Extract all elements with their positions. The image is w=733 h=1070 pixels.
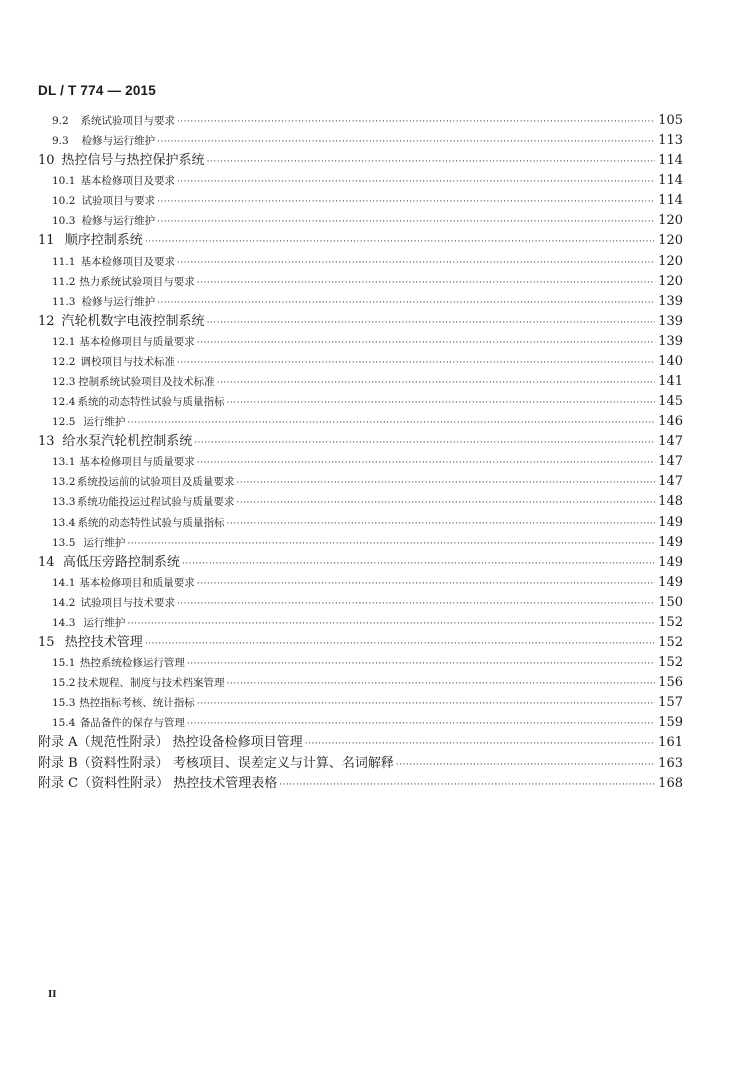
toc-entry-title: 基本检修项目和质量要求 [79, 576, 195, 589]
toc-section-entry[interactable] [38, 412, 683, 432]
toc-leader-dots [207, 313, 655, 333]
toc-entry-number: 12.2 [52, 355, 76, 368]
toc-page-number: 149 [658, 574, 683, 590]
toc-entry-title: 检修与运行维护 [81, 295, 156, 308]
toc-entry-title: 附录 A（规范性附录） 热控设备检修项目管理 [38, 735, 303, 751]
toc-page-number: 120 [658, 253, 683, 269]
toc-page-number: 152 [658, 655, 683, 671]
toc-section-entry[interactable] [38, 392, 683, 412]
toc-entry-title: 检修与运行维护 [81, 135, 156, 148]
table-of-contents [38, 111, 683, 794]
toc-section-entry[interactable] [38, 332, 683, 352]
toc-entry-number: 15.4 [52, 717, 76, 730]
toc-page-number: 114 [658, 173, 683, 189]
toc-page-number: 148 [658, 494, 683, 510]
toc-appendix-entry[interactable] [38, 733, 683, 753]
toc-entry-title: 高低压旁路控制系统 [62, 554, 180, 570]
toc-entry-title: 系统投运前的试验项目及质量要求 [76, 476, 235, 489]
toc-section-entry[interactable] [38, 352, 683, 372]
toc-chapter-entry[interactable] [38, 432, 683, 452]
toc-chapter-entry[interactable] [38, 553, 683, 573]
toc-page-number: 139 [658, 293, 683, 309]
toc-section-entry[interactable] [38, 533, 683, 553]
toc-section-entry[interactable] [38, 492, 683, 512]
toc-leader-dots [197, 273, 655, 293]
toc-page-number: 168 [658, 775, 683, 791]
toc-entry-number: 14.1 [52, 576, 76, 589]
toc-entry-title: 热控指标考核、统计指标 [79, 697, 195, 710]
toc-entry-title: 运行维护 [83, 416, 126, 429]
toc-leader-dots [177, 112, 655, 132]
toc-entry-title: 控制系统试验项目及技术标准 [78, 376, 215, 389]
toc-leader-dots [227, 393, 656, 413]
toc-chapter-entry[interactable] [38, 633, 683, 653]
toc-page-number: 147 [658, 474, 683, 490]
toc-page-number: 120 [658, 233, 683, 249]
toc-entry-number: 14 [38, 554, 55, 570]
toc-page-number: 149 [658, 514, 683, 530]
toc-leader-dots [227, 514, 656, 534]
toc-leader-dots [127, 534, 655, 554]
toc-leader-dots [396, 755, 655, 775]
toc-leader-dots [177, 353, 655, 373]
toc-entry-title: 系统的动态特性试验与质量指标 [77, 516, 225, 529]
toc-entry-number: 13.1 [52, 456, 76, 469]
toc-entry-title: 给水泵汽轮机控制系统 [62, 434, 193, 450]
toc-leader-dots [197, 453, 655, 473]
standard-code-header: DL / T 774 — 2015 [38, 83, 156, 98]
toc-section-entry[interactable] [38, 372, 683, 392]
toc-chapter-entry[interactable] [38, 231, 683, 251]
toc-section-entry[interactable] [38, 713, 683, 733]
toc-entry-title: 基本检修项目及要求 [80, 175, 175, 188]
toc-entry-number: 13.3 [52, 496, 76, 509]
toc-entry-title: 基本检修项目与质量要求 [79, 456, 195, 469]
toc-appendix-entry[interactable] [38, 754, 683, 774]
toc-section-entry[interactable] [38, 693, 683, 713]
toc-page-number: 146 [658, 414, 683, 430]
toc-entry-title: 运行维护 [83, 536, 126, 549]
toc-leader-dots [145, 232, 655, 252]
toc-leader-dots [157, 132, 655, 152]
toc-leader-dots [127, 413, 655, 433]
toc-page-number: 114 [658, 193, 683, 209]
toc-entry-title: 系统功能投运过程试验与质量要求 [76, 496, 235, 509]
toc-entry-title: 基本检修项目与质量要求 [79, 335, 195, 348]
toc-entry-number: 13.4 [52, 516, 76, 529]
toc-appendix-entry[interactable] [38, 774, 683, 794]
toc-entry-title: 系统的动态特性试验与质量指标 [77, 396, 225, 409]
toc-entry-title: 系统试验项目与要求 [80, 115, 175, 127]
toc-leader-dots [279, 775, 655, 795]
toc-entry-number: 10 [38, 153, 55, 169]
toc-page-number: 113 [658, 133, 683, 149]
toc-entry-title: 试验项目与要求 [81, 195, 156, 208]
toc-page-number: 147 [658, 454, 683, 470]
toc-page-number: 139 [658, 333, 683, 349]
toc-entry-title: 热控系统检修运行管理 [79, 657, 185, 670]
toc-entry-number: 13.5 [52, 536, 76, 549]
toc-entry-title: 基本检修项目及要求 [80, 255, 175, 268]
toc-page-number: 152 [658, 635, 683, 651]
toc-leader-dots [187, 654, 655, 674]
toc-page-number: 156 [658, 675, 683, 691]
toc-entry-number: 10.1 [52, 175, 76, 188]
toc-entry-number: 10.2 [52, 195, 76, 208]
toc-entry-number: 15.2 [52, 677, 76, 690]
toc-section-entry[interactable] [38, 513, 683, 533]
toc-page-number: 149 [658, 534, 683, 550]
toc-page-number: 139 [658, 313, 683, 329]
toc-page-number: 152 [658, 614, 683, 630]
toc-entry-number: 11.3 [52, 295, 76, 308]
toc-entry-number: 13 [38, 434, 55, 450]
toc-entry-number: 11.2 [52, 275, 76, 288]
toc-leader-dots [197, 333, 655, 353]
toc-entry-number: 12.4 [52, 396, 76, 409]
toc-entry-number: 15 [38, 635, 55, 651]
toc-page-number: 157 [658, 695, 683, 711]
toc-leader-dots [236, 493, 655, 513]
toc-entry-title: 顺序控制系统 [64, 233, 143, 249]
toc-section-entry[interactable] [38, 573, 683, 593]
toc-entry-title: 热力系统试验项目与要求 [79, 275, 195, 288]
toc-leader-dots [207, 152, 655, 172]
toc-section-entry[interactable] [38, 613, 683, 633]
toc-chapter-entry[interactable] [38, 312, 683, 332]
toc-section-entry[interactable] [38, 272, 683, 292]
toc-page-number: 159 [658, 715, 683, 731]
toc-leader-dots [197, 574, 655, 594]
toc-entry-title: 运行维护 [83, 616, 126, 629]
toc-page-number: 105 [658, 113, 683, 128]
toc-entry-title: 汽轮机数字电液控制系统 [61, 313, 205, 329]
toc-entry-number: 15.1 [52, 657, 76, 670]
toc-entry-title: 热控信号与热控保护系统 [61, 153, 205, 169]
toc-page-number: 149 [658, 554, 683, 570]
toc-section-entry[interactable] [38, 191, 683, 211]
toc-entry-number: 14.2 [52, 596, 76, 609]
toc-section-entry[interactable] [38, 673, 683, 693]
toc-leader-dots [127, 614, 655, 634]
toc-section-entry[interactable] [38, 211, 683, 231]
toc-entry-number: 11 [38, 233, 55, 249]
toc-entry-number: 13.2 [52, 476, 76, 489]
toc-leader-dots [227, 674, 656, 694]
toc-section-entry[interactable] [38, 252, 683, 272]
toc-leader-dots [157, 192, 655, 212]
toc-entry-number: 12 [38, 313, 55, 329]
toc-leader-dots [182, 554, 655, 574]
toc-page-number: 147 [658, 434, 683, 450]
toc-entry-title: 热控技术管理 [64, 635, 143, 651]
toc-entry-number: 12.3 [52, 376, 76, 389]
page-number: II [48, 988, 57, 1000]
toc-leader-dots [157, 212, 655, 232]
toc-page-number: 150 [658, 594, 683, 610]
toc-leader-dots [197, 694, 655, 714]
toc-page-number: 114 [658, 153, 683, 169]
toc-page-number: 140 [658, 353, 683, 369]
toc-entry-number: 11.1 [52, 255, 76, 268]
toc-section-entry[interactable] [38, 653, 683, 673]
toc-page-number: 120 [658, 213, 683, 229]
toc-entry-number: 12.5 [52, 416, 76, 429]
toc-entry-number: 14.3 [52, 616, 76, 629]
toc-section-entry[interactable] [38, 472, 683, 492]
toc-section-entry[interactable] [38, 171, 683, 191]
toc-leader-dots [187, 714, 655, 734]
toc-page-number: 145 [658, 394, 683, 410]
toc-leader-dots [177, 253, 655, 273]
toc-entry-number: 15.3 [52, 697, 76, 710]
toc-page-number: 161 [658, 735, 683, 751]
toc-entry-title: 附录 B（资料性附录） 考核项目、误差定义与计算、名词解释 [38, 755, 394, 771]
toc-entry-title: 调校项目与技术标准 [80, 355, 175, 368]
toc-page-number: 141 [658, 374, 683, 390]
toc-leader-dots [157, 293, 655, 313]
toc-leader-dots [236, 473, 655, 493]
toc-leader-dots [194, 433, 655, 453]
toc-chapter-entry[interactable] [38, 151, 683, 171]
toc-entry-title: 技术规程、制度与技术档案管理 [77, 677, 225, 690]
toc-leader-dots [217, 373, 655, 393]
toc-section-entry[interactable] [38, 452, 683, 472]
toc-leader-dots [177, 172, 655, 192]
toc-leader-dots [305, 734, 655, 754]
toc-section-entry[interactable] [38, 131, 683, 151]
toc-entry-title: 备品备件的保存与管理 [79, 717, 185, 730]
toc-entry-number: 10.3 [52, 215, 76, 228]
toc-section-entry[interactable] [38, 292, 683, 312]
toc-entry-title: 附录 C（资料性附录） 热控技术管理表格 [38, 775, 278, 791]
toc-entry-number: 12.1 [52, 335, 76, 348]
toc-entry-title: 试验项目与技术要求 [80, 596, 175, 609]
toc-entry-title: 检修与运行维护 [81, 215, 156, 228]
toc-section-entry[interactable] [38, 111, 683, 131]
toc-entry-number: 9.2 [52, 115, 69, 127]
toc-page-number: 120 [658, 273, 683, 289]
toc-leader-dots [145, 634, 655, 654]
toc-entry-number: 9.3 [52, 135, 69, 148]
toc-section-entry[interactable] [38, 593, 683, 613]
toc-page-number: 163 [658, 755, 683, 771]
toc-leader-dots [177, 594, 655, 614]
